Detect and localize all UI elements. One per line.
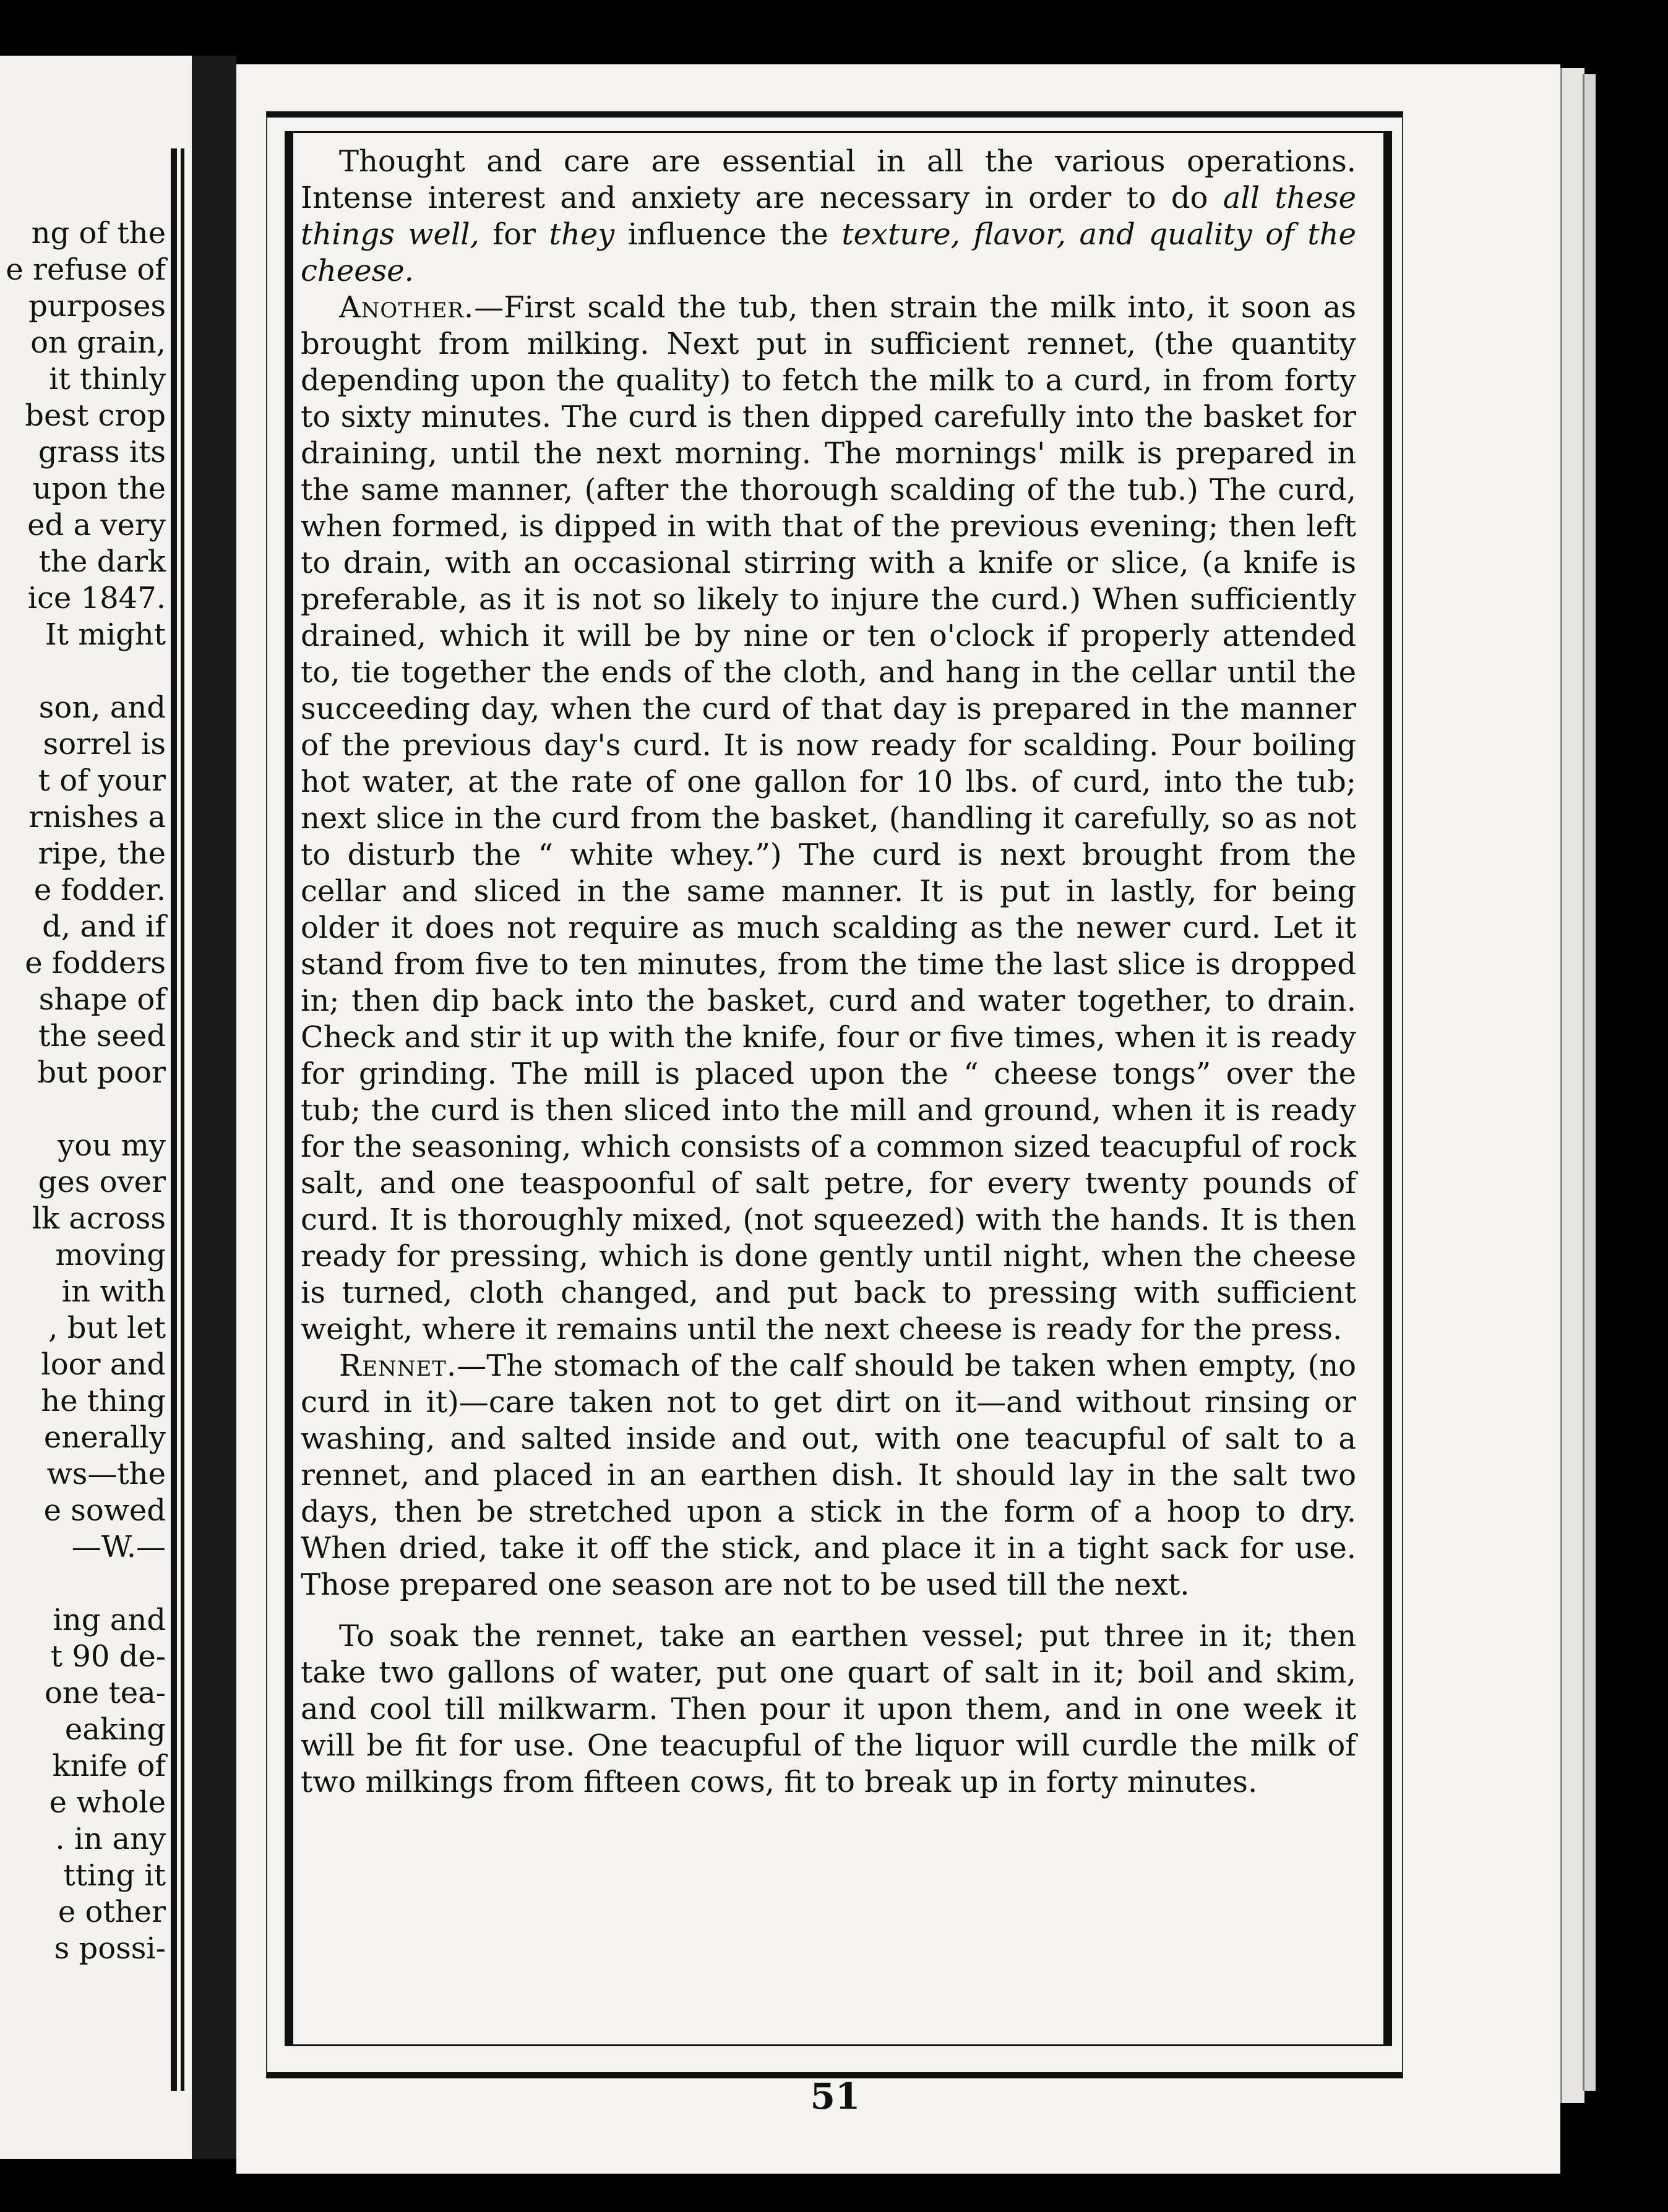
previous-page-line: t of your <box>38 763 166 798</box>
previous-page-line <box>0 1566 166 1602</box>
previous-page-line: tting it <box>63 1858 166 1893</box>
previous-page-line: , but let <box>48 1311 166 1345</box>
previous-page-line: It might <box>45 617 166 652</box>
previous-page-line <box>0 653 166 690</box>
previous-page-line: lk across <box>32 1201 166 1236</box>
previous-page-line: eaking <box>64 1712 166 1747</box>
previous-page-line: ing and <box>53 1603 166 1637</box>
section-heading: Rennet. <box>339 1348 457 1383</box>
previous-page-line: t 90 de- <box>50 1639 166 1674</box>
previous-page-line: sorrel is <box>43 727 166 761</box>
paragraph-rennet: Rennet.—The stomach of the calf should be taken when empty, (no curd in it)—care taken not to get dirt on it—and without rinsing or washing, and salted inside and out, with one teacupful of salt to a rennet, and placed in an earthen dish. It should lay in the salt two days, then be stretched upon a stick in the form of a hoop to dry. When dried, take it off the stick, and place it in a tight sack for use. Those prepared one season are not to be used till the next. <box>301 1348 1356 1602</box>
previous-page-line: enerally <box>43 1420 166 1455</box>
previous-page-line: he thing <box>41 1384 166 1418</box>
previous-page-line: upon the <box>32 471 166 506</box>
previous-page-line: best crop <box>25 398 166 433</box>
previous-page-text <box>0 215 166 1967</box>
previous-page-line: e refuse of <box>6 252 166 287</box>
book-gutter <box>192 56 236 2159</box>
previous-page-line: . in any <box>55 1822 166 1856</box>
paragraph-intro: Thought and care are essential in all the various operations. Intense interest and anxiety are necessary in order to do all these things well, for they influence the texture, flavor, and quality of the cheese. <box>301 144 1357 288</box>
previous-page-line: d, and if <box>42 909 166 944</box>
previous-page-line: one tea- <box>44 1676 166 1710</box>
previous-page-line: e other <box>58 1895 166 1929</box>
previous-page-line: in with <box>61 1274 166 1309</box>
previous-page-line: the dark <box>38 544 166 579</box>
previous-page-line: the seed <box>38 1019 166 1053</box>
previous-page-line: on grain, <box>30 325 166 360</box>
previous-page-line: ges over <box>38 1165 166 1199</box>
previous-page-line: ws—the <box>46 1457 166 1491</box>
previous-page-line: loor and <box>41 1347 166 1382</box>
page-edge <box>1560 68 1584 2103</box>
previous-page-line: moving <box>55 1238 166 1272</box>
previous-page-line: purposes <box>28 289 166 324</box>
previous-page-line <box>0 1091 166 1128</box>
previous-page-line: e sowed <box>43 1493 166 1528</box>
previous-page-line: you my <box>58 1128 166 1163</box>
article-body <box>301 144 1356 1801</box>
previous-page-fragment <box>0 56 192 2159</box>
previous-page-line: s possi- <box>54 1931 166 1966</box>
previous-page-line: ripe, the <box>38 836 166 871</box>
previous-page-line: son, and <box>38 690 166 725</box>
previous-page-line: e fodder. <box>33 873 166 907</box>
column-rule <box>171 148 177 2091</box>
section-heading: Another. <box>339 290 475 325</box>
previous-page-line: rnishes a <box>28 800 166 834</box>
previous-page-line: ng of the <box>31 216 166 251</box>
previous-page-line: —W.— <box>71 1530 166 1564</box>
previous-page-line: grass its <box>38 435 166 469</box>
previous-page-line: shape of <box>38 982 166 1017</box>
page-number: 51 <box>810 2075 861 2117</box>
previous-page-line: e whole <box>49 1785 166 1820</box>
paragraph-another: Another.—First scald the tub, then strain the milk into, it soon as brought from milking. Next put in sufficient rennet, (the quantity depending upon the quality) to fetch the milk to a curd, in from forty to sixty minutes. The curd is then dipped carefully into the basket for draining, until the next morning. The mornings' milk is prepared in the same manner, (after the thorough scalding of the tub.) The curd, when formed, is dipped in with that of the previous evening; then left to drain, with an occasional stirring with a knife or slice, (a knife is preferable, as it is not so likely to injure the curd.) When sufficiently drained, which it will be by nine or ten o'clock if properly attended to, tie together the ends of the cloth, and hang in the cellar until the succeeding day, when the curd of that day is prepared in the manner of the previous day's curd. It is now ready for scalding. Pour boiling hot water, at the rate of one gallon for 10 lbs. of curd, into the tub; next slice in the curd from the basket, (handling it carefully, so as not to disturb the “ white whey.”) The curd is next brought from the cellar and sliced in the same manner. It is put in lastly, for being older it does not require as much scalding as the newer curd. Let it stand from five to ten minutes, from the time the last slice is dropped in; then dip back into the basket, curd and water together, to drain. Check and stir it up with the knife, four or five times, when it is ready for grinding. The mill is placed upon the “ cheese tongs” over the tub; the curd is then sliced into the mill and ground, when it is ready for the seasoning, which consists of a common sized teacupful of rock salt, and one teaspoonful of salt petre, for every twenty pounds of curd. It is thoroughly mixed, (not squeezed) with the hands. It is then ready for pressing, which is done gently until night, when the cheese is turned, cloth changed, and put back to pressing with sufficient weight, where it remains until the next cheese is ready for the press. <box>301 290 1356 1347</box>
previous-page-line: it thinly <box>49 362 166 397</box>
previous-page-line: e fodders <box>25 946 166 980</box>
column-rule <box>181 148 184 2091</box>
page-edge <box>1583 74 1596 2091</box>
previous-page-line: knife of <box>52 1749 166 1783</box>
previous-page-line: ice 1847. <box>27 581 166 615</box>
previous-page-line: but poor <box>37 1055 166 1090</box>
paragraph-soak: To soak the rennet, take an earthen vessel; put three in it; then take two gallons of water, put one quart of salt in it; boil and skim, and cool till milkwarm. Then pour it upon them, and in one week it will be fit for use. One teacupful of the liquor will curdle the milk of two milkings from fifteen cows, fit to break up in forty minutes. <box>301 1619 1356 1799</box>
previous-page-line: ed a very <box>27 508 166 542</box>
